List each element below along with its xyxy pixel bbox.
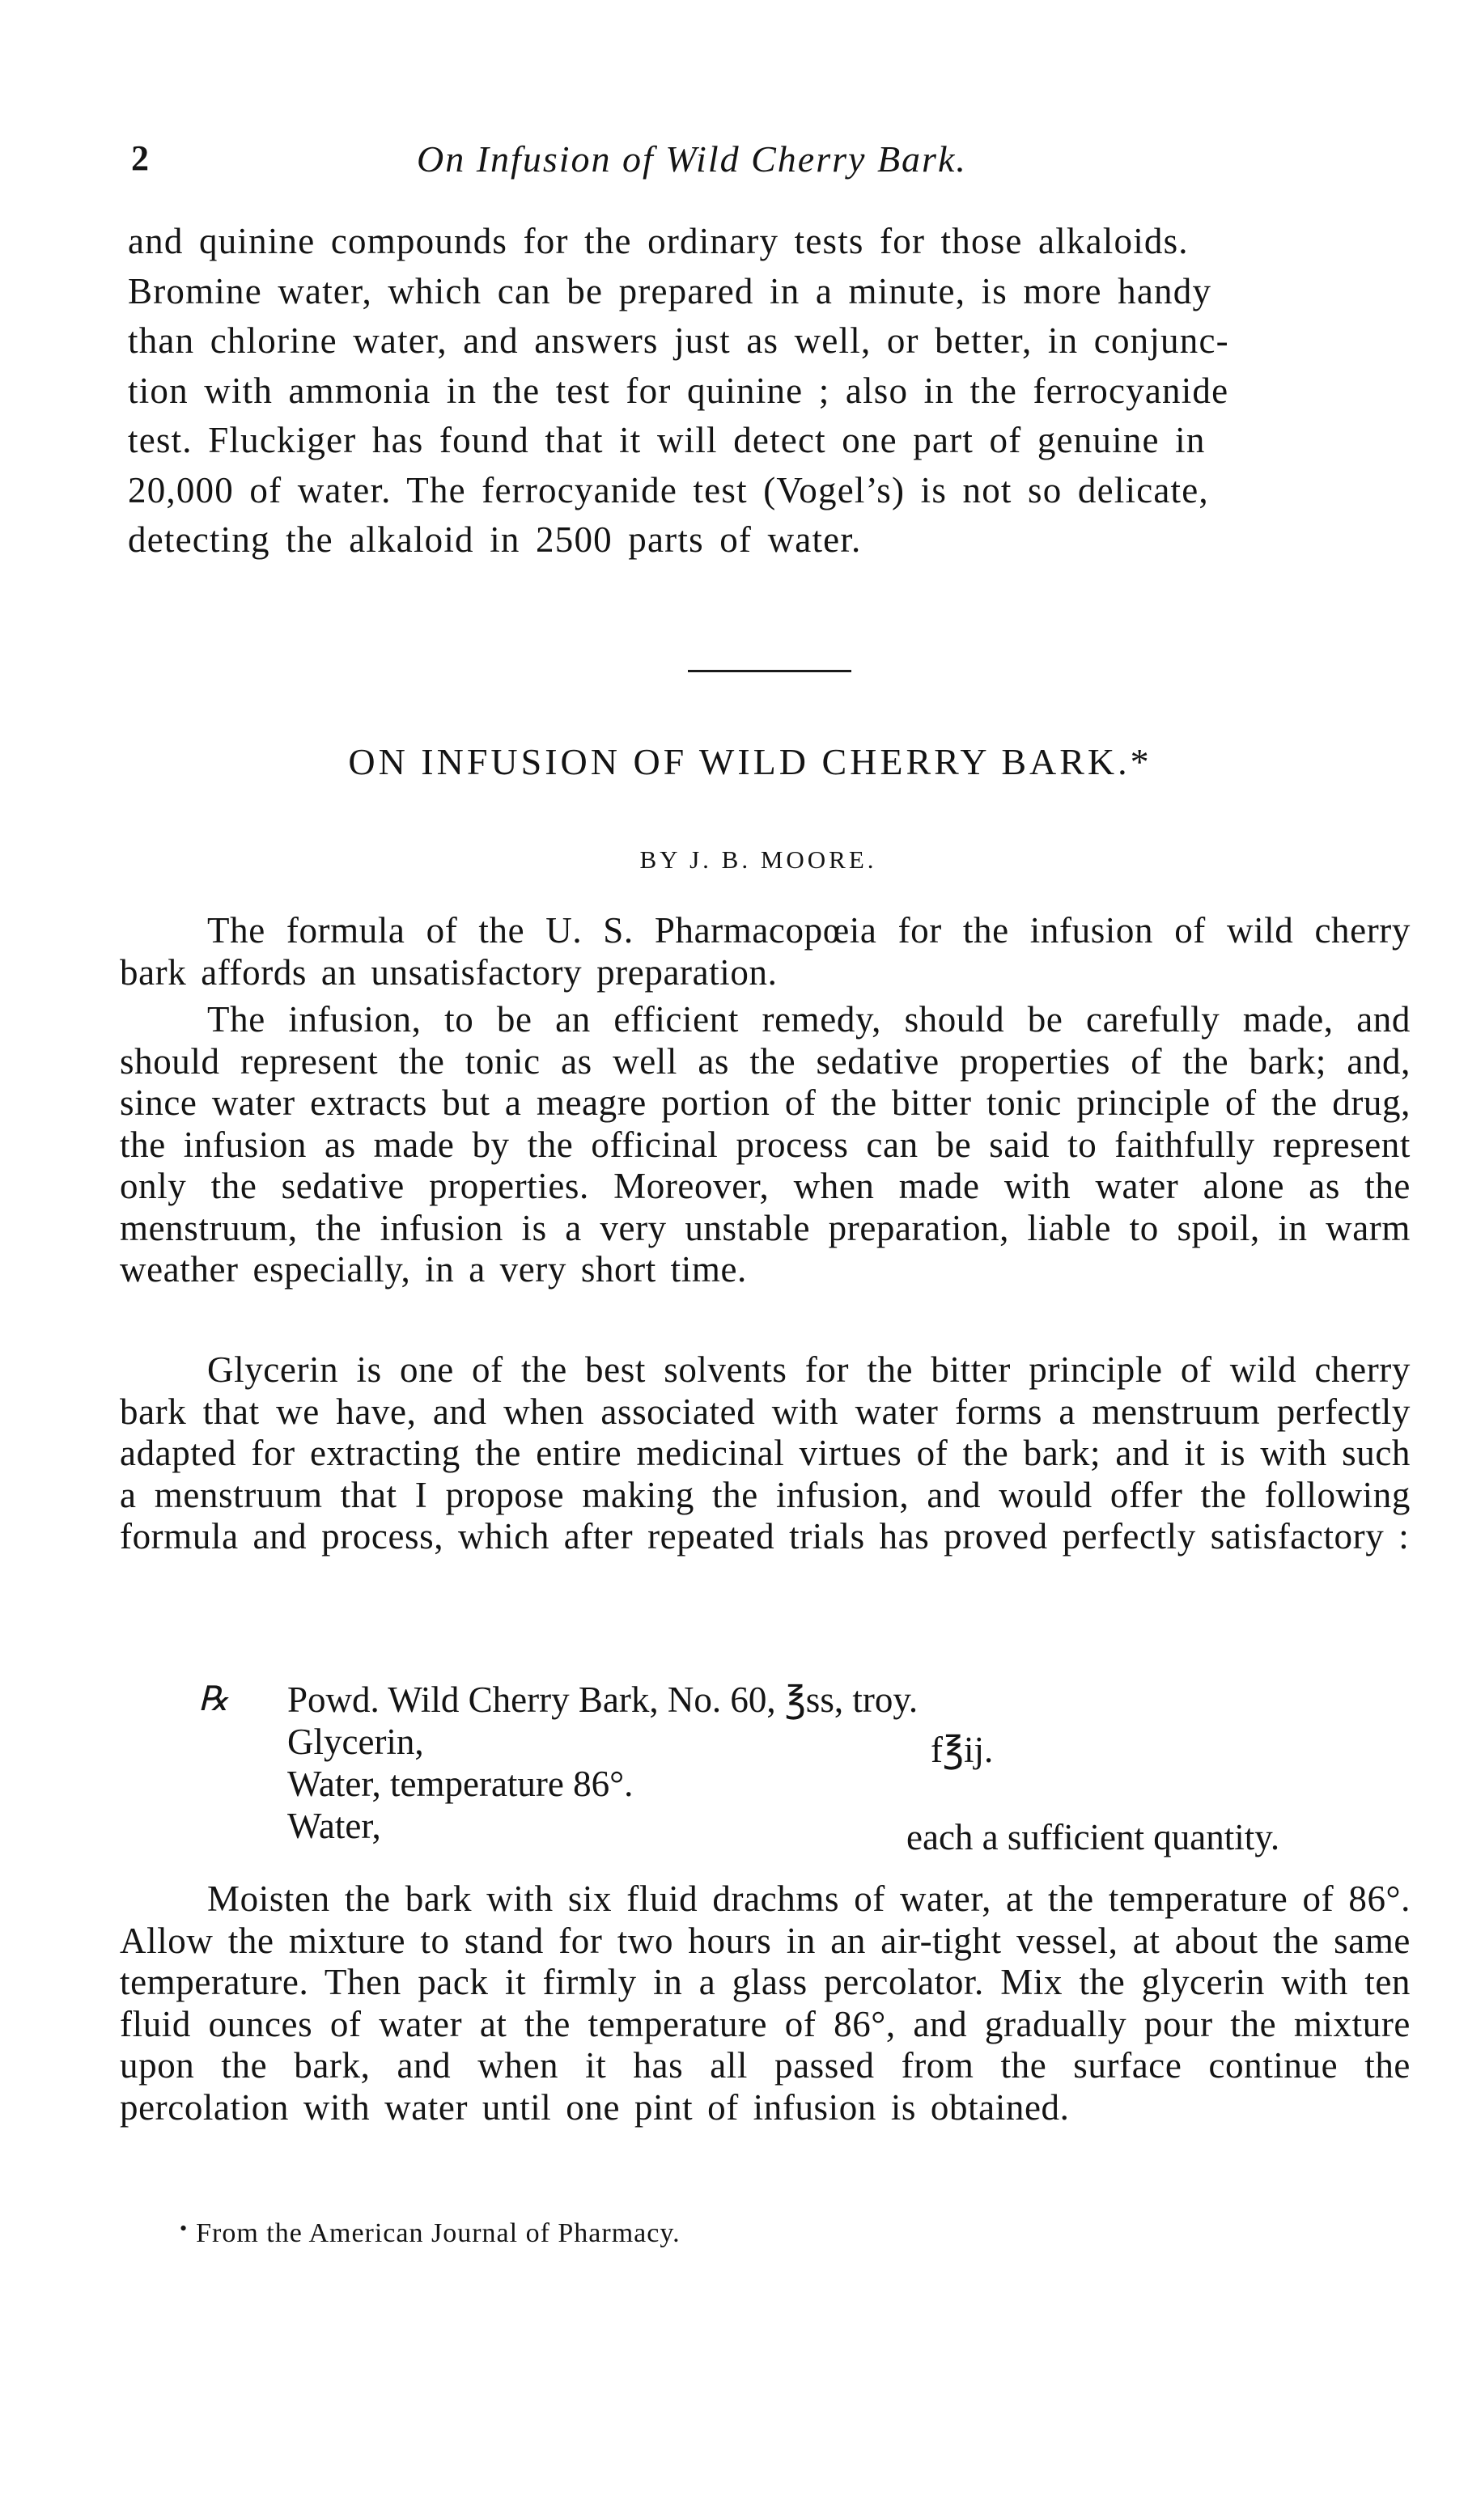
- body-paragraph-1: [120, 910, 1411, 993]
- text-line: detecting the alkaloid in 2500 parts of water.: [128, 519, 862, 560]
- text-line: than chlorine water, and answers just as well, or better, in conjunc-: [128, 320, 1229, 361]
- footnote: [180, 2217, 681, 2249]
- section-divider: [688, 670, 851, 672]
- recipe-quantity: each a sufficient quantity.: [906, 1817, 1280, 1857]
- footnote-mark: •: [180, 2217, 189, 2240]
- footnote-text: From the American Journal of Pharmacy.: [196, 2218, 681, 2248]
- running-header: [121, 138, 1412, 186]
- body-paragraph-2: [120, 999, 1411, 1291]
- text-line: tion with ammonia in the test for quinine ; also in the ferrocyanide: [128, 370, 1229, 411]
- recipe-ingredient: Water,: [287, 1806, 381, 1846]
- article-title: ON INFUSION OF WILD CHERRY BARK.*: [348, 741, 1152, 782]
- body-paragraph-3: [120, 1349, 1411, 1558]
- recipe-ingredient: Water, temperature 86°.: [287, 1764, 634, 1804]
- paragraph-text: The infusion, to be an efficient remedy, should be carefully made, and should represent the tonic as well as the sedative properties of the bark; and, since water extracts but a meagre portion of the bitter tonic principle of the drug, the infusion as made by the officinal process can be said to faithfully represent only the sedative properties. Moreover, when made with water alone as the menstruum, the infusion is a very unstable preparation, liable to spoil, in warm weather especially, in a very short time.: [120, 999, 1411, 1290]
- continued-paragraph: [128, 217, 1408, 565]
- page-number: 2: [131, 138, 149, 178]
- recipe-ingredient: Powd. Wild Cherry Bark, No. 60, ℥ss, troy.: [287, 1679, 919, 1720]
- prescription-symbol: ℞: [198, 1681, 229, 1718]
- article-byline: BY J. B. MOORE.: [639, 845, 877, 874]
- paragraph-text: Glycerin is one of the best solvents for the bitter principle of wild cherry bark that we have, and when associated with water forms a menstruum perfectly adapted for extracting the entire medicinal virtues of the bark; and it is with such a menstruum that I propose making the infusion, and would offer the following formula and process, which after repeated trials has proved perfectly satisfactory :: [120, 1349, 1411, 1556]
- body-paragraph-4: [120, 1878, 1411, 2128]
- recipe-quantity: f℥ij.: [931, 1730, 994, 1770]
- text-line: Bromine water, which can be prepared in a minute, is more handy: [128, 270, 1212, 311]
- text-line: 20,000 of water. The ferrocyanide test (Vogel’s) is not so delicate,: [128, 469, 1209, 510]
- text-line: and quinine compounds for the ordinary tests for those alkaloids.: [128, 221, 1189, 261]
- paragraph-text: Moisten the bark with six fluid drachms of water, at the temperature of 86°. Allow the mixture to stand for two hours in an air-tight vessel, at about the same temperature. Then pack it firmly in a glass percolator. Mix the glycerin with ten fluid ounces of water at the temperature of 86°, and gradually pour the mixture upon the bark, and when it has all passed from the surface continue the percolation with water until one pint of infusion is obtained.: [120, 1878, 1411, 2128]
- running-title: On Infusion of Wild Cherry Bark.: [417, 138, 967, 180]
- recipe-ingredient: Glycerin,: [287, 1722, 424, 1762]
- paragraph-text: The formula of the U. S. Pharmacopœia for the infusion of wild cherry bark affords an unsatisfactory preparation.: [120, 910, 1411, 993]
- text-line: test. Fluckiger has found that it will detect one part of genuine in: [128, 420, 1206, 460]
